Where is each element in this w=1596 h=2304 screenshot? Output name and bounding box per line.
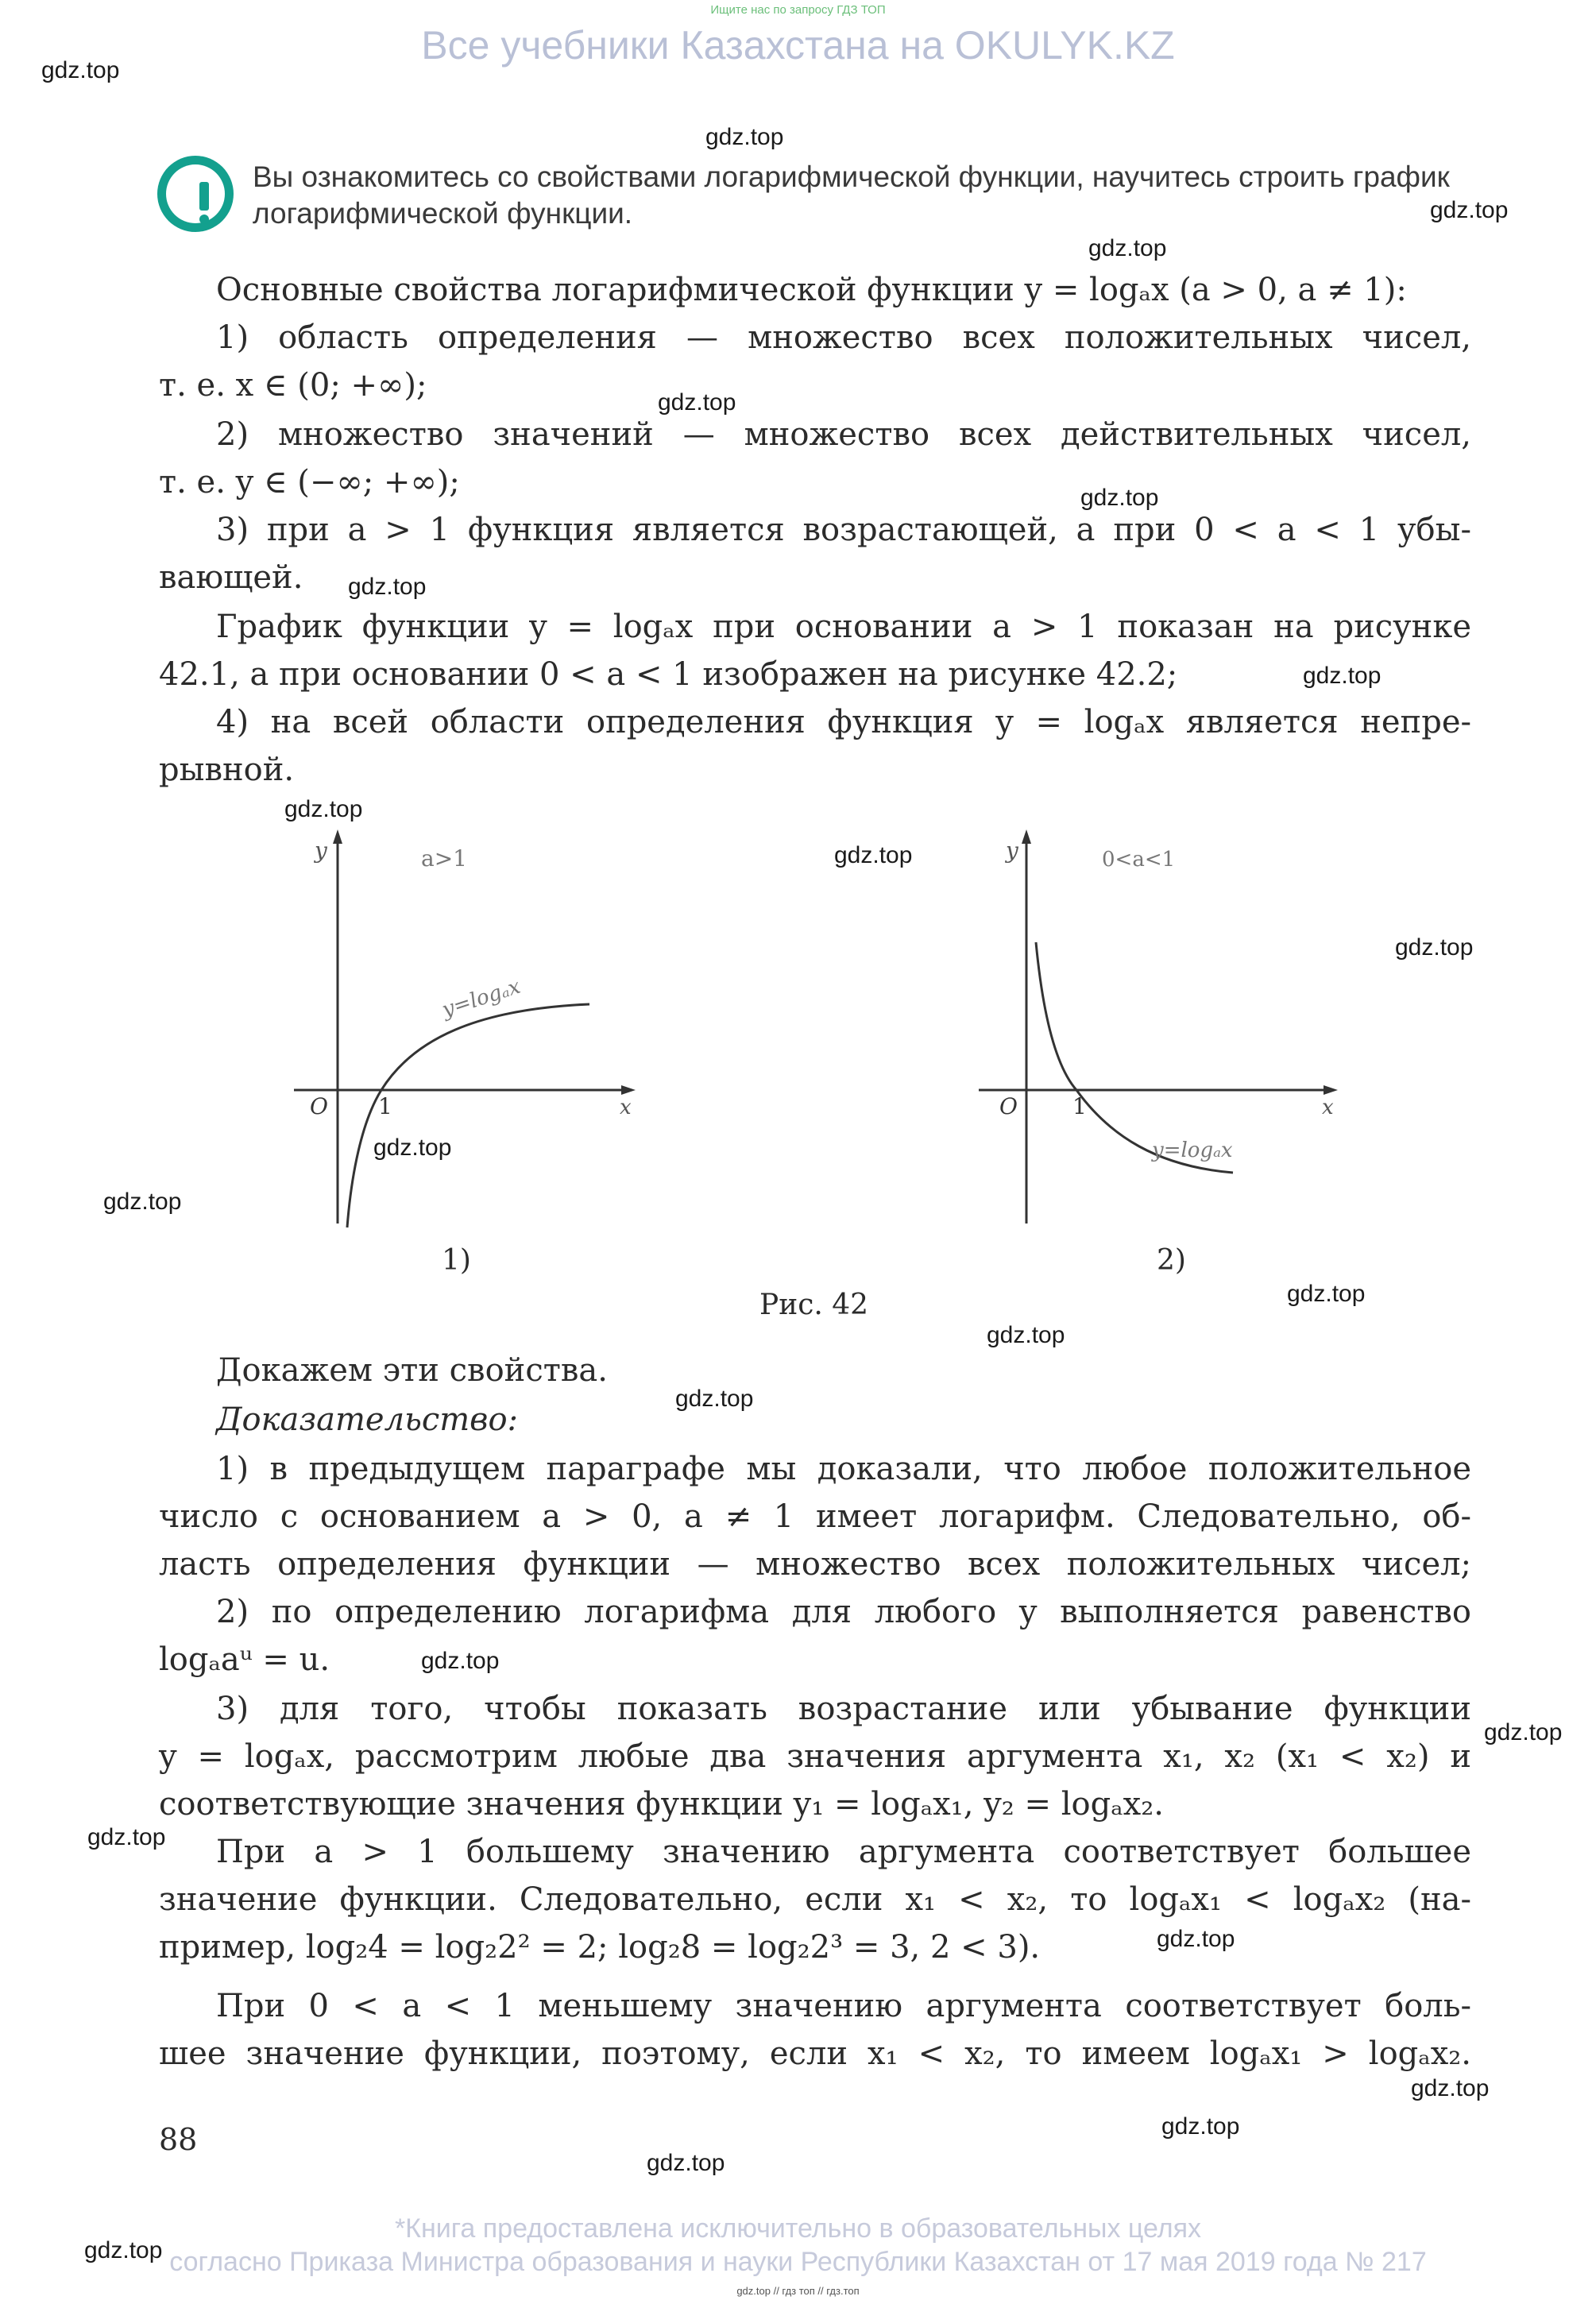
proof-line: шее значение функции, поэтому, если x₁ < x₂, то имеем logₐx₁ > logₐx₂. [159, 2035, 1471, 2072]
body-line: т. е. x ∈ (0; +∞); [159, 367, 427, 404]
watermark: gdz.top [103, 1189, 182, 1215]
learning-goal-line: логарифмической функции. [253, 197, 633, 230]
body-line: рывной. [159, 752, 295, 788]
watermark: gdz.top [284, 796, 363, 822]
proof-heading: Доказательство: [216, 1401, 519, 1438]
proof-line: соответствующие значения функции y₁ = logₐx₁, y₂ = logₐx₂. [159, 1786, 1164, 1823]
proof-line: logₐaᵘ = u. [159, 1641, 330, 1678]
y-axis-label: y [1006, 837, 1018, 864]
watermark: gdz.top [41, 57, 120, 83]
body-line: 42.1, а при основании 0 < a < 1 изображен на рисунке 42.2; [159, 656, 1178, 693]
one-label: 1 [378, 1093, 392, 1119]
watermark: gdz.top [705, 124, 784, 150]
watermark: gdz.top [1484, 1719, 1563, 1745]
watermark: gdz.top [1080, 485, 1159, 511]
watermark: gdz.top [84, 2237, 163, 2263]
proof-line: При 0 < a < 1 меньшему значению аргумента соответствует боль- [216, 1988, 1471, 2024]
footer-disclaimer: *Книга предоставлена исключительно в образовательных целях [394, 2213, 1202, 2244]
watermark: gdz.top [1411, 2075, 1490, 2101]
proof-line: ласть определения функции — множество всех положительных чисел; [159, 1546, 1471, 1583]
watermark: gdz.top [1395, 934, 1474, 961]
watermark: gdz.top [647, 2150, 725, 2176]
watermark: gdz.top [675, 1386, 754, 1412]
properties-heading: Основные свойства логарифмической функции y = logₐx (a > 0, a ≠ 1): [216, 272, 1407, 308]
y-axis-arrow [333, 829, 342, 844]
watermark: gdz.top [1430, 197, 1509, 223]
proof-line: значение функции. Следовательно, если x₁ < x₂, то logₐx₁ < logₐx₂ (на- [159, 1881, 1471, 1918]
proof-line: 3) для того, чтобы показать возрастание или убывание функции [216, 1691, 1471, 1727]
watermark: gdz.top [373, 1135, 452, 1161]
watermark: gdz.top [421, 1648, 500, 1674]
watermark: gdz.top [658, 389, 736, 416]
y-axis-label: y [315, 837, 327, 864]
body-line: 2) множество значений — множество всех действительных чисел, [216, 416, 1471, 453]
proof-intro: Докажем эти свойства. [216, 1352, 608, 1389]
proof-line: число с основанием a > 0, a ≠ 1 имеет логарифм. Следовательно, об- [159, 1498, 1471, 1535]
search-hint: Ищите нас по запросу ГДЗ ТОП [710, 3, 886, 17]
figure-number: 2) [1157, 1244, 1186, 1277]
learning-goal [253, 159, 1492, 232]
curve-label: y=logₐx [1152, 1138, 1233, 1162]
origin-label: O [310, 1093, 328, 1119]
watermark: gdz.top [1303, 663, 1382, 689]
footer-order: согласно Приказа Министра образования и науки Республики Казахстан от 17 мая 2019 года № 217 [169, 2247, 1427, 2277]
page-number: 88 [159, 2122, 198, 2157]
exclamation-icon [157, 156, 234, 232]
y-axis-arrow [1022, 829, 1031, 844]
watermark: gdz.top [1088, 235, 1167, 261]
x-axis-arrow [621, 1085, 636, 1095]
footer-links[interactable]: gdz.top // гдз топ // гдз.топ [736, 2285, 860, 2297]
learning-goal-line: Вы ознакомитесь со свойствами логарифмической функции, научитесь строить график [253, 160, 1450, 193]
proof-line: y = logₐx, рассмотрим любые два значения аргумента x₁, x₂ (x₁ < x₂) и [159, 1738, 1471, 1775]
watermark: gdz.top [987, 1322, 1065, 1348]
figure-number: 1) [442, 1244, 471, 1277]
proof-line: 2) по определению логарифма для любого y выполняется равенство [216, 1594, 1471, 1630]
graph-decreasing-log [979, 826, 1352, 1239]
graph-increasing-log [294, 826, 643, 1239]
x-axis-arrow [1324, 1085, 1338, 1095]
condition-label: 0<a<1 [1102, 848, 1176, 872]
watermark: gdz.top [1161, 2113, 1240, 2140]
x-axis-label: x [1322, 1096, 1334, 1119]
body-line: т. е. y ∈ (−∞; +∞); [159, 464, 460, 501]
proof-line: пример, log₂4 = log₂2² = 2; log₂8 = log₂2³ = 3, 2 < 3). [159, 1929, 1041, 1966]
one-label: 1 [1072, 1093, 1087, 1119]
body-line: 3) при a > 1 функция является возрастающей, а при 0 < a < 1 убы- [216, 512, 1471, 548]
x-axis-label: x [620, 1096, 632, 1119]
body-line: вающей. [159, 559, 303, 596]
proof-line: 1) в предыдущем параграфе мы доказали, что любое положительное [216, 1451, 1471, 1487]
watermark: gdz.top [1287, 1281, 1366, 1307]
condition-label: a>1 [421, 845, 467, 872]
watermark: gdz.top [1157, 1926, 1235, 1952]
origin-label: O [999, 1093, 1018, 1119]
curve-label: y=logₐx [439, 974, 524, 1022]
body-line: 4) на всей области определения функция y = logₐx является непре- [216, 704, 1471, 740]
proof-line: При a > 1 большему значению аргумента соответствует большее [216, 1834, 1471, 1870]
body-line: 1) область определения — множество всех положительных чисел, [216, 319, 1471, 356]
watermark: gdz.top [834, 842, 913, 868]
site-banner[interactable]: Все учебники Казахстана на OKULYK.KZ [421, 23, 1175, 68]
figure-caption: Рис. 42 [759, 1289, 869, 1321]
watermark: gdz.top [87, 1824, 166, 1850]
body-line: График функции y = logₐx при основании a > 1 показан на рисунке [216, 609, 1471, 645]
watermark: gdz.top [348, 574, 427, 600]
